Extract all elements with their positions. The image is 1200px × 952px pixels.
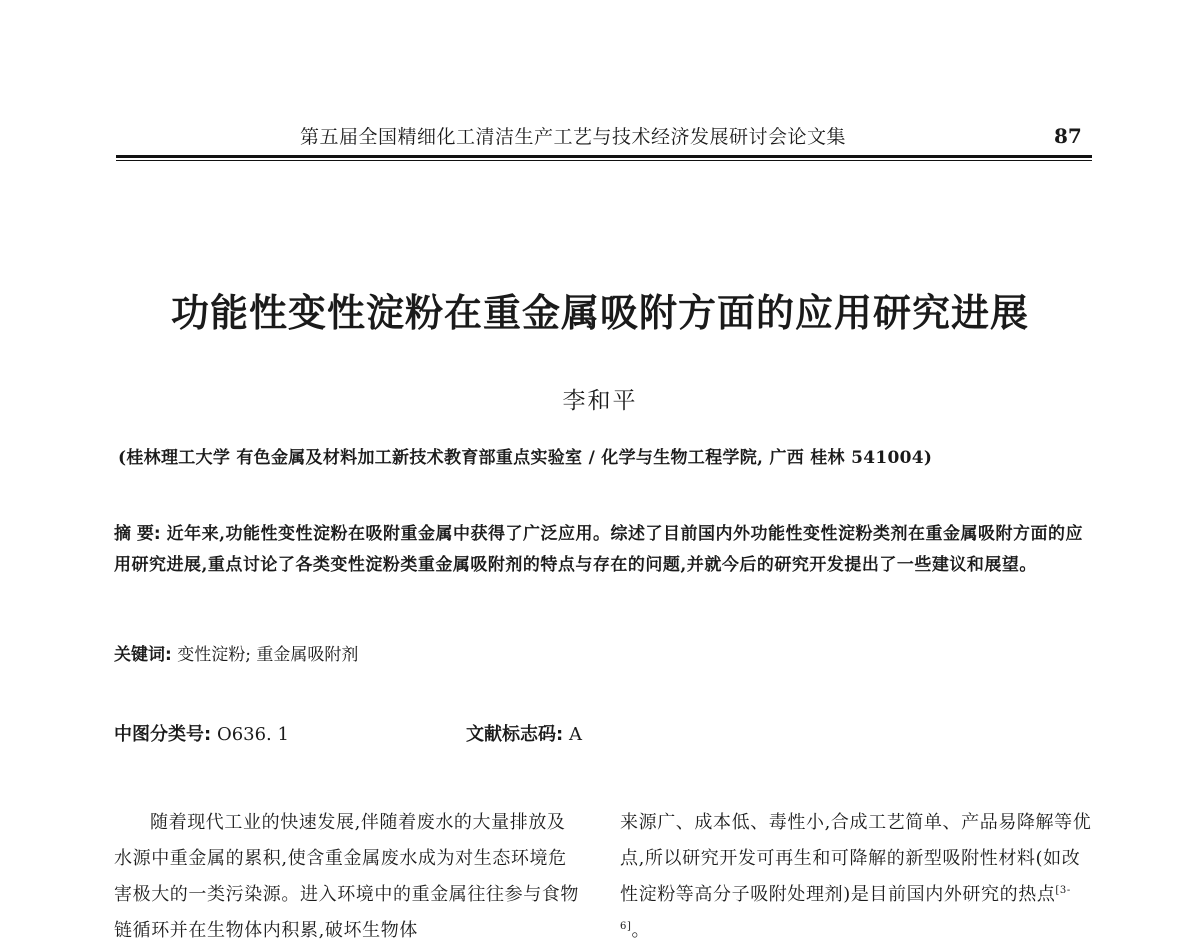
classification-label: 中图分类号: [114,724,212,745]
abstract [114,519,1090,581]
classification-value: O636. 1 [216,724,289,745]
body-right-tail: 。 [631,920,651,941]
proceedings-title: 第五届全国精细化工清洁生产工艺与技术经济发展研讨会论文集 [300,126,847,148]
paper-title: 功能性变性淀粉在重金属吸附方面的应用研究进展 [170,291,1029,335]
document-code-value: A [568,724,582,745]
header-rule-thin [116,160,1092,161]
citation-ref: [3-6] [620,885,1071,932]
keywords-label: 关键词: [114,645,172,665]
document-code-label: 文献标志码: [466,724,564,745]
author-name: 李和平 [562,388,638,414]
document-code [466,720,582,746]
keywords-text: 变性淀粉; 重金属吸附剂 [177,645,359,665]
body-right-text: 来源广、成本低、毒性小,合成工艺简单、产品易降解等优点,所以研究开发可再生和可降解的新型吸附性材料(如改性淀粉等高分子吸附处理剂)是目前国内外研究的热点 [620,812,1092,905]
page-number: 87 [1054,124,1082,148]
classification-number [114,720,289,746]
body-right-column [620,805,1092,949]
keywords [114,640,358,665]
abstract-text: 近年来,功能性变性淀粉在吸附重金属中获得了广泛应用。综述了目前国内外功能性变性淀粉类剂在重金属吸附方面的应用研究进展,重点讨论了各类变性淀粉类重金属吸附剂的特点与存在的问题,并就今后的研究开发提出了一些建议和展望。 [114,524,1084,575]
author-affiliation: (桂林理工大学 有色金属及材料加工新技术教育部重点实验室 / 化学与生物工程学院, 广西 桂林 541004) [118,448,933,468]
abstract-label: 摘 要: [114,524,161,544]
body-left-column: 随着现代工业的快速发展,伴随着废水的大量排放及水源中重金属的累积,使含重金属废水成为对生态环境危害极大的一类污染源。进入环境中的重金属往往参与食物链循环并在生物体内积累,破坏生物体 [114,812,579,941]
header-rule-thick [116,155,1092,158]
